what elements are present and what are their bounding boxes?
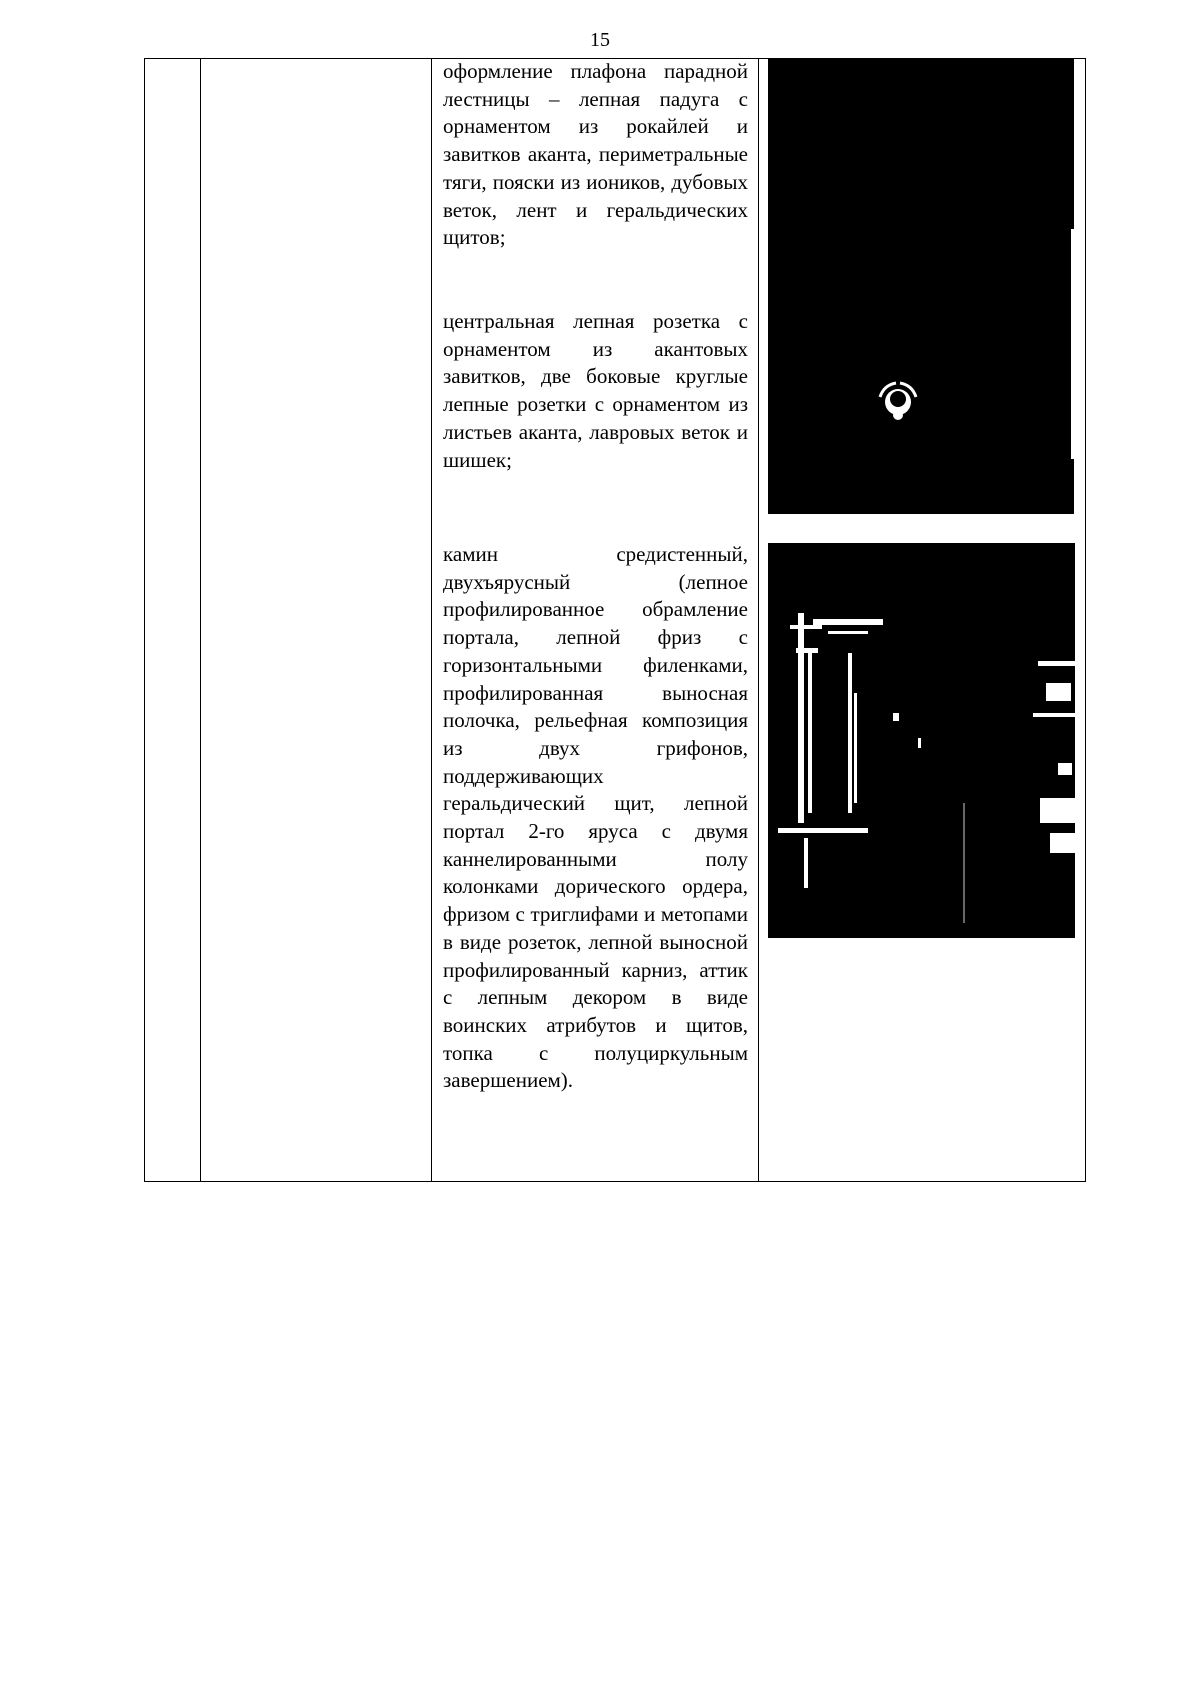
column-divider-2 — [431, 59, 432, 1181]
ceiling-rosette-photo — [768, 59, 1074, 514]
description-ceiling-plafond — [443, 58, 748, 252]
description-text: камин средистенный, двухъярусный (лепное профилированное обрамление портала, лепной фриз с горизонтальными филенками, профилированная выносная полочка, рельефная композиция из двух грифонов, поддерживающих геральдический щит, лепной портал 2-го яруса с двумя каннелированными полу колонками дорического ордера, фризом с триглифами и метопами в виде розеток, лепной выносной профилированный карниз, аттик с лепным декором в виде воинских атрибутов и щитов, топка с полуциркульным завершением). — [443, 542, 748, 1093]
column-divider-1 — [200, 59, 201, 1181]
ceiling-rosette-image — [768, 59, 1074, 514]
description-rosettes — [443, 308, 748, 474]
fireplace-image — [768, 543, 1075, 946]
column-divider-3 — [758, 59, 759, 1181]
description-fireplace — [443, 541, 748, 1095]
description-text: центральная лепная розетка с орнаментом из акантовых завитков, две боковые круглые лепные розетки с орнаментом из листьев аканта, лавровых веток и шишек; — [443, 309, 748, 472]
description-text: оформление плафона парадной лестницы – лепная падуга с орнаментом из рокайлей и завитков аканта, периметральные тяги, пояски из иоников, дубовых веток, лент и геральдических щитов; — [443, 59, 748, 250]
fireplace-photo — [768, 543, 1075, 946]
page-number: 15 — [590, 29, 610, 51]
